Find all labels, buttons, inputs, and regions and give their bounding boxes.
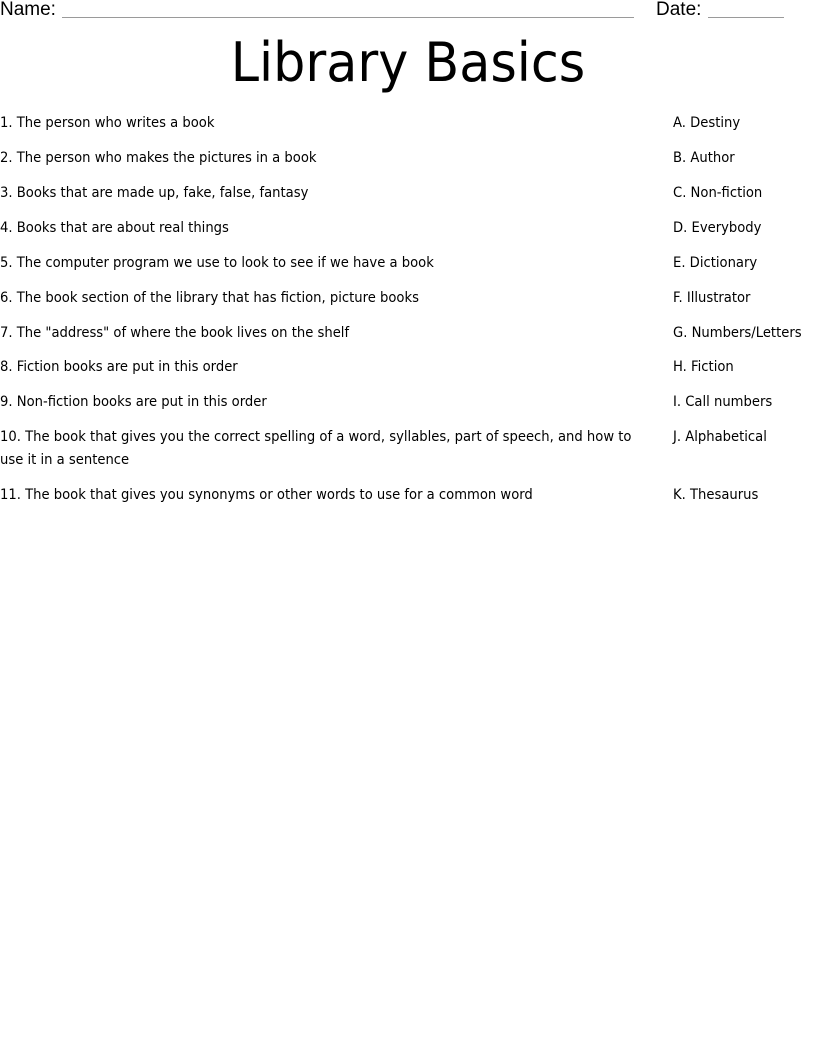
answer-item (673, 426, 773, 449)
answer-item (673, 391, 779, 414)
question-item (0, 322, 648, 345)
answer-text: E. Dictionary (673, 255, 758, 271)
question-text: 5. The computer program we use to look to see if we have a book (0, 255, 434, 271)
name-label: Name: (0, 0, 56, 20)
question-item (0, 484, 648, 507)
answer-text: K. Thesaurus (673, 487, 759, 503)
answer-item (673, 147, 739, 170)
page-title: Library Basics (230, 31, 586, 94)
answer-text: I. Call numbers (673, 394, 773, 410)
question-item (0, 252, 648, 275)
answer-text: C. Non-fiction (673, 185, 763, 201)
question-text: 10. The book that gives you the correct spelling of a word, syllables, part of speech, and how to use it in a sentence (0, 429, 632, 468)
date-label: Date: (656, 0, 702, 20)
answer-item (673, 182, 768, 205)
question-text: 7. The "address" of where the book lives on the shelf (0, 325, 350, 341)
answer-item (673, 112, 744, 135)
question-item (0, 287, 648, 310)
question-item (0, 112, 648, 135)
answer-text: F. Illustrator (673, 290, 751, 306)
answer-text: H. Fiction (673, 359, 734, 375)
answer-item (673, 356, 738, 379)
question-text: 4. Books that are about real things (0, 220, 229, 236)
name-blank-line (62, 17, 634, 18)
question-item (0, 147, 648, 170)
question-text: 11. The book that gives you synonyms or other words to use for a common word (0, 487, 533, 503)
answer-item (673, 484, 764, 507)
question-text: 9. Non-fiction books are put in this order (0, 394, 267, 410)
answer-text: A. Destiny (673, 115, 741, 131)
question-text: 3. Books that are made up, fake, false, fantasy (0, 185, 309, 201)
answer-text: B. Author (673, 150, 735, 166)
question-item (0, 426, 648, 472)
answer-item (673, 217, 767, 240)
answer-text: D. Everybody (673, 220, 762, 236)
question-text: 1. The person who writes a book (0, 115, 215, 131)
answer-text: J. Alphabetical (673, 429, 767, 445)
answer-item (673, 287, 755, 310)
answer-item (673, 252, 763, 275)
question-item (0, 356, 648, 379)
answer-item (673, 322, 810, 345)
question-text: 8. Fiction books are put in this order (0, 359, 238, 375)
question-text: 6. The book section of the library that has fiction, picture books (0, 290, 419, 306)
question-item (0, 182, 648, 205)
question-item (0, 391, 648, 414)
question-text: 2. The person who makes the pictures in a book (0, 150, 317, 166)
date-blank-line (708, 17, 784, 18)
worksheet-header (0, 0, 816, 24)
question-item (0, 217, 648, 240)
answer-text: G. Numbers/Letters (673, 325, 802, 341)
